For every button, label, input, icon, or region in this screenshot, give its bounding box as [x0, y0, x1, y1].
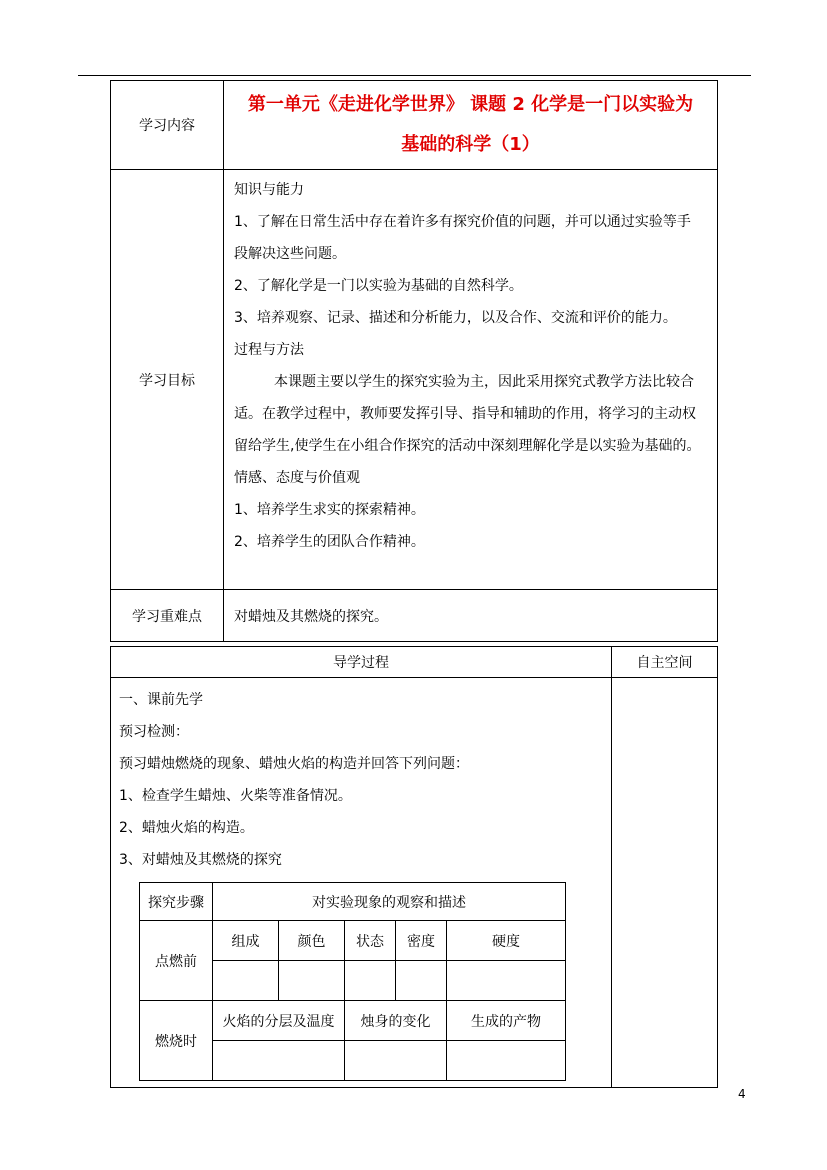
objective-line: 1、了解在日常生活中存在着许多有探究价值的问题，并可以通过实验等手 — [234, 214, 691, 230]
objective-line: 段解决这些问题。 — [234, 246, 346, 262]
burning-col-body: 烛身的变化 — [345, 1001, 447, 1041]
burning-col-flame: 火焰的分层及温度 — [213, 1001, 345, 1041]
guide-line: 预习检测： — [119, 724, 189, 740]
lesson-plan-table — [110, 80, 718, 642]
guide-line: 1、检查学生蜡烛、火柴等准备情况。 — [119, 788, 352, 804]
empty-cell[interactable] — [447, 1041, 566, 1081]
objectives-label: 学习目标 — [111, 170, 224, 590]
empty-cell[interactable] — [345, 961, 396, 1001]
key-text: 对蜡烛及其燃烧的探究。 — [224, 590, 718, 642]
guide-table — [110, 646, 718, 1088]
lesson-title — [224, 81, 718, 170]
observation-header: 对实验现象的观察和描述 — [213, 883, 566, 921]
guide-line: 2、蜡烛火焰的构造。 — [119, 820, 254, 836]
guide-line: 3、对蜡烛及其燃烧的探究 — [119, 852, 282, 868]
objective-line: 情感、态度与价值观 — [234, 470, 360, 486]
objective-line: 1、培养学生求实的探索精神。 — [234, 502, 425, 518]
objective-line: 2、培养学生的团队合作精神。 — [234, 534, 425, 550]
objective-line: 过程与方法 — [234, 342, 304, 358]
objective-line: 3、培养观察、记录、描述和分析能力，以及合作、交流和评价的能力。 — [234, 310, 677, 326]
content-label: 学习内容 — [111, 81, 224, 170]
page-number: 4 — [738, 1087, 746, 1101]
lesson-title-line1: 第一单元《走进化学世界》 课题 2 化学是一门以实验为 — [247, 94, 694, 115]
before-col-composition: 组成 — [213, 921, 279, 961]
before-col-color: 颜色 — [279, 921, 345, 961]
before-col-density: 密度 — [396, 921, 447, 961]
before-col-state: 状态 — [345, 921, 396, 961]
empty-cell[interactable] — [213, 961, 279, 1001]
guide-content — [111, 678, 612, 1088]
step-header: 探究步骤 — [140, 883, 213, 921]
empty-cell[interactable] — [213, 1041, 345, 1081]
burning-col-products: 生成的产物 — [447, 1001, 566, 1041]
objective-line: 本课题主要以学生的探究实验为主，因此采用探究式教学方法比较合 — [274, 374, 694, 390]
before-ignition-label: 点燃前 — [140, 921, 213, 1001]
empty-cell[interactable] — [279, 961, 345, 1001]
space-header: 自主空间 — [612, 647, 718, 678]
objective-line: 知识与能力 — [234, 182, 304, 198]
guide-line: 一、课前先学 — [119, 692, 203, 708]
objective-line: 适。在教学过程中，教师要发挥引导、指导和辅助的作用，将学习的主动权 — [234, 406, 696, 422]
empty-cell[interactable] — [396, 961, 447, 1001]
lesson-title-line2: 基础的科学（1） — [401, 134, 540, 155]
self-study-space[interactable] — [612, 678, 718, 1088]
experiment-table — [139, 882, 566, 1081]
objective-line: 2、了解化学是一门以实验为基础的自然科学。 — [234, 278, 523, 294]
process-header: 导学过程 — [111, 647, 612, 678]
before-col-hardness: 硬度 — [447, 921, 566, 961]
guide-line: 预习蜡烛燃烧的现象、蜡烛火焰的构造并回答下列问题： — [119, 756, 469, 772]
empty-cell[interactable] — [447, 961, 566, 1001]
empty-cell[interactable] — [345, 1041, 447, 1081]
burning-label: 燃烧时 — [140, 1001, 213, 1081]
objective-line: 留给学生,使学生在小组合作探究的活动中深刻理解化学是以实验为基础的。 — [234, 438, 701, 454]
objectives-cell — [224, 170, 718, 590]
key-label: 学习重难点 — [111, 590, 224, 642]
header-rule — [78, 75, 751, 76]
